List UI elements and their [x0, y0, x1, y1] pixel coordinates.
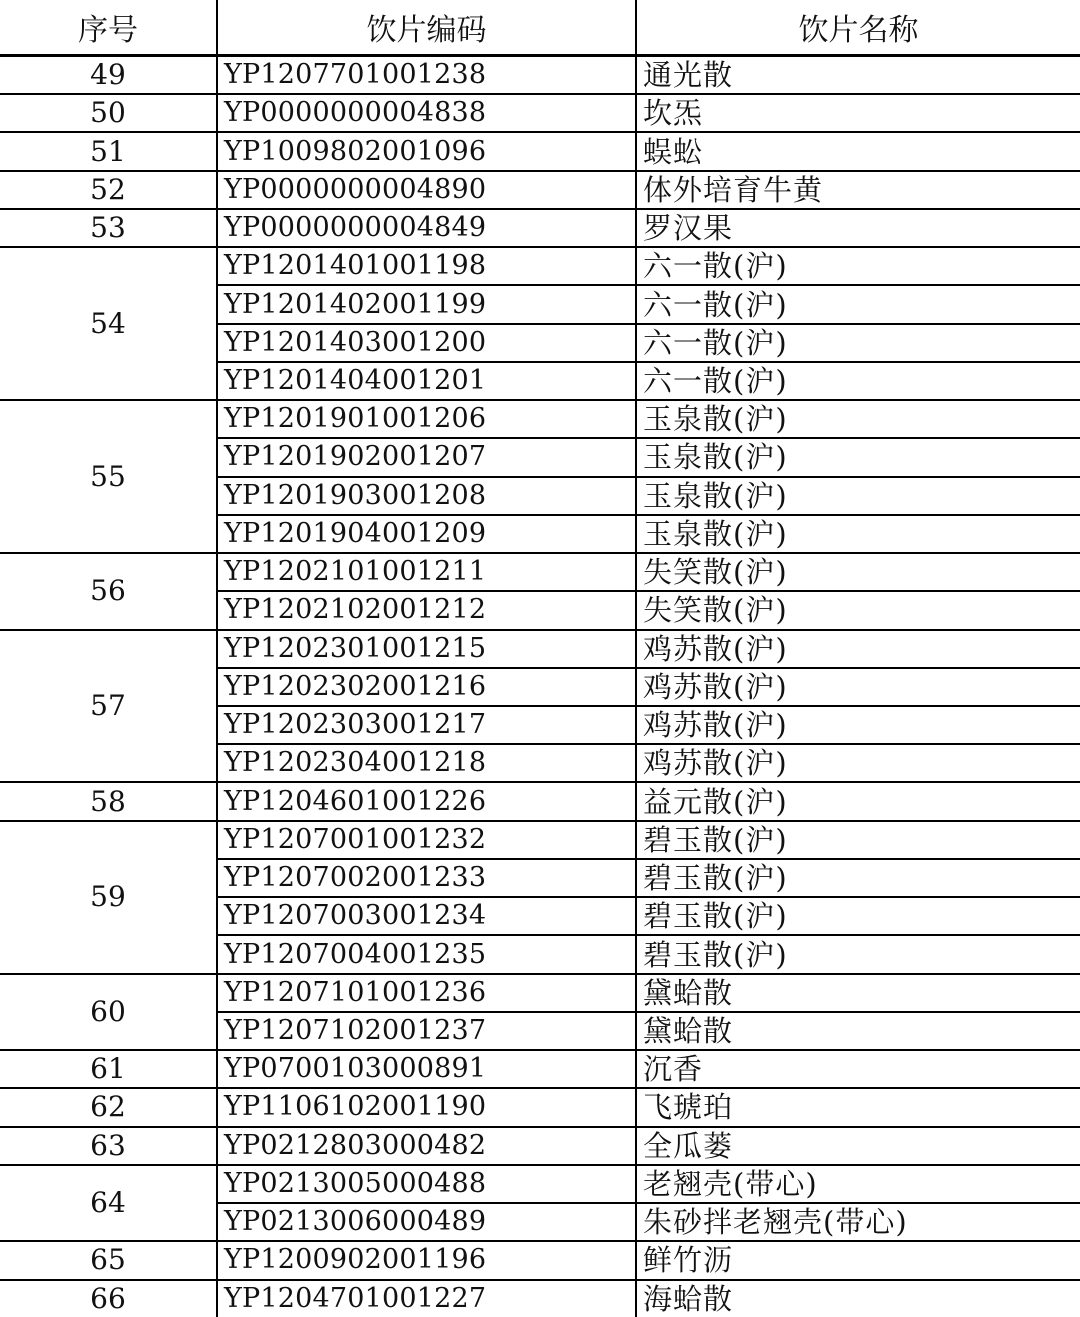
code-cell: YP1200902001196 [217, 1241, 636, 1279]
code-cell: YP1202304001218 [217, 744, 636, 782]
name-cell: 碧玉散(沪) [636, 935, 1080, 973]
seq-cell: 51 [0, 132, 217, 170]
table-row [0, 782, 1080, 820]
code-cell: YP0000000004890 [217, 171, 636, 209]
seq-cell: 62 [0, 1088, 217, 1126]
name-cell: 碧玉散(沪) [636, 821, 1080, 859]
name-cell: 碧玉散(沪) [636, 897, 1080, 935]
name-cell: 通光散 [636, 56, 1080, 95]
seq-cell: 60 [0, 974, 217, 1050]
code-cell: YP1207001001232 [217, 821, 636, 859]
name-cell: 朱砂拌老翘壳(带心) [636, 1203, 1080, 1241]
code-cell: YP1204701001227 [217, 1280, 636, 1317]
header-row [0, 0, 1080, 56]
code-cell: YP1009802001096 [217, 132, 636, 170]
seq-cell: 56 [0, 553, 217, 629]
name-cell: 鸡苏散(沪) [636, 706, 1080, 744]
name-cell: 失笑散(沪) [636, 591, 1080, 629]
code-cell: YP1202303001217 [217, 706, 636, 744]
header-code: 饮片编码 [217, 0, 636, 56]
name-cell: 黛蛤散 [636, 1012, 1080, 1050]
code-cell: YP0212803000482 [217, 1127, 636, 1165]
table-row [0, 553, 1080, 591]
code-cell: YP1202301001215 [217, 630, 636, 668]
table-row [0, 1241, 1080, 1279]
seq-cell: 57 [0, 630, 217, 783]
name-cell: 坎炁 [636, 94, 1080, 132]
code-cell: YP1207002001233 [217, 859, 636, 897]
code-cell: YP1201904001209 [217, 515, 636, 553]
name-cell: 鲜竹沥 [636, 1241, 1080, 1279]
code-cell: YP1106102001190 [217, 1088, 636, 1126]
name-cell: 鸡苏散(沪) [636, 630, 1080, 668]
seq-cell: 61 [0, 1050, 217, 1088]
code-cell: YP1207701001238 [217, 56, 636, 95]
name-cell: 玉泉散(沪) [636, 515, 1080, 553]
seq-cell: 54 [0, 247, 217, 400]
table-row [0, 821, 1080, 859]
name-cell: 六一散(沪) [636, 247, 1080, 285]
name-cell: 玉泉散(沪) [636, 400, 1080, 438]
seq-cell: 50 [0, 94, 217, 132]
code-cell: YP1201403001200 [217, 324, 636, 362]
code-cell: YP1207102001237 [217, 1012, 636, 1050]
table-row [0, 171, 1080, 209]
code-cell: YP1202101001211 [217, 553, 636, 591]
table-header [0, 0, 1080, 56]
name-cell: 海蛤散 [636, 1280, 1080, 1317]
code-cell: YP1202102001212 [217, 591, 636, 629]
seq-cell: 52 [0, 171, 217, 209]
code-cell: YP1207003001234 [217, 897, 636, 935]
code-cell: YP0213006000489 [217, 1203, 636, 1241]
name-cell: 罗汉果 [636, 209, 1080, 247]
name-cell: 蜈蚣 [636, 132, 1080, 170]
name-cell: 六一散(沪) [636, 362, 1080, 400]
code-cell: YP1201903001208 [217, 477, 636, 515]
name-cell: 六一散(沪) [636, 324, 1080, 362]
table-row [0, 974, 1080, 1012]
table-row [0, 247, 1080, 285]
code-cell: YP1201901001206 [217, 400, 636, 438]
code-cell: YP0213005000488 [217, 1165, 636, 1203]
table-row [0, 1127, 1080, 1165]
table-row [0, 400, 1080, 438]
code-cell: YP1201402001199 [217, 285, 636, 323]
code-cell: YP1204601001226 [217, 782, 636, 820]
name-cell: 鸡苏散(沪) [636, 668, 1080, 706]
name-cell: 飞琥珀 [636, 1088, 1080, 1126]
name-cell: 鸡苏散(沪) [636, 744, 1080, 782]
code-cell: YP1202302001216 [217, 668, 636, 706]
name-cell: 黛蛤散 [636, 974, 1080, 1012]
header-seq: 序号 [0, 0, 217, 56]
name-cell: 老翘壳(带心) [636, 1165, 1080, 1203]
name-cell: 玉泉散(沪) [636, 477, 1080, 515]
seq-cell: 63 [0, 1127, 217, 1165]
table-row [0, 1088, 1080, 1126]
code-cell: YP0700103000891 [217, 1050, 636, 1088]
table-row [0, 1050, 1080, 1088]
name-cell: 碧玉散(沪) [636, 859, 1080, 897]
table-row [0, 56, 1080, 95]
table-row [0, 630, 1080, 668]
seq-cell: 49 [0, 56, 217, 95]
header-name: 饮片名称 [636, 0, 1080, 56]
table-body [0, 56, 1080, 1317]
code-cell: YP1201401001198 [217, 247, 636, 285]
name-cell: 六一散(沪) [636, 285, 1080, 323]
name-cell: 全瓜蒌 [636, 1127, 1080, 1165]
code-cell: YP0000000004838 [217, 94, 636, 132]
code-cell: YP1201902001207 [217, 438, 636, 476]
seq-cell: 59 [0, 821, 217, 974]
seq-cell: 66 [0, 1280, 217, 1317]
code-cell: YP0000000004849 [217, 209, 636, 247]
name-cell: 益元散(沪) [636, 782, 1080, 820]
code-cell: YP1207101001236 [217, 974, 636, 1012]
code-cell: YP1207004001235 [217, 935, 636, 973]
table-row [0, 132, 1080, 170]
code-cell: YP1201404001201 [217, 362, 636, 400]
table-row [0, 1280, 1080, 1317]
table-row [0, 209, 1080, 247]
name-cell: 沉香 [636, 1050, 1080, 1088]
seq-cell: 65 [0, 1241, 217, 1279]
seq-cell: 53 [0, 209, 217, 247]
name-cell: 玉泉散(沪) [636, 438, 1080, 476]
name-cell: 体外培育牛黄 [636, 171, 1080, 209]
seq-cell: 55 [0, 400, 217, 553]
seq-cell: 58 [0, 782, 217, 820]
seq-cell: 64 [0, 1165, 217, 1241]
table-row [0, 94, 1080, 132]
table-row [0, 1165, 1080, 1203]
name-cell: 失笑散(沪) [636, 553, 1080, 591]
